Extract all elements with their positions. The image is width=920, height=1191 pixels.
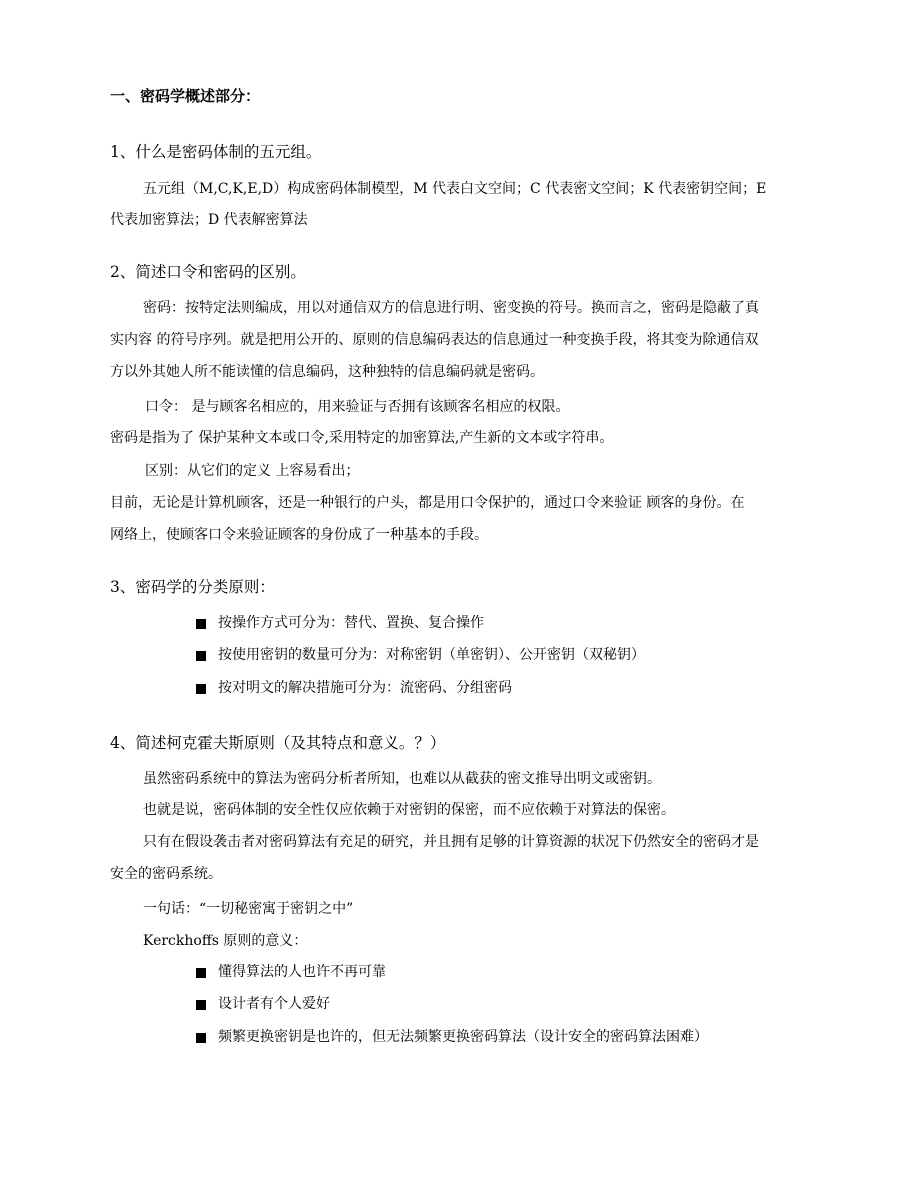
q2-paragraph-line: 网络上，使顾客口令来验证顾客的身份成了一种基本的手段。 [110, 527, 488, 543]
q4-bullet-item: 设计者有个人爱好 [218, 996, 330, 1012]
q3-bullet-item: 按操作方式可分为：替代、置换、复合操作 [218, 615, 484, 631]
q2-paragraph-line: 密码是指为了 保护某种文本或口令,采用特定的加密算法,产生新的文本或字符串。 [110, 430, 614, 446]
square-bullet-icon [196, 1033, 206, 1043]
q4-paragraph-line: 虽然密码系统中的算法为密码分析者所知，也难以从截获的密文推导出明文或密钥。 [143, 771, 661, 787]
square-bullet-icon [196, 684, 206, 694]
q1-paragraph-line: 五元组（M,C,K,E,D）构成密码体制模型，M 代表白文空间；C 代表密文空间；K 代表密钥空间；E [143, 181, 767, 197]
square-bullet-icon [196, 968, 206, 978]
q2-paragraph-line: 实内容 的符号序列。就是把用公开的、原则的信息编码表达的信息通过一种变换手段，将其变为除通信双 [110, 332, 759, 348]
q1-paragraph-line: 代表加密算法；D 代表解密算法 [110, 212, 308, 228]
question-4-heading: 4、简述柯克霍夫斯原则（及其特点和意义。？） [110, 734, 446, 752]
question-3-heading: 3、密码学的分类原则： [110, 578, 275, 596]
q4-quote-line: 一句话：“一切秘密寓于密钥之中” [143, 901, 354, 917]
q4-paragraph-line: 只有在假设袭击者对密码算法有充足的研究，并且拥有足够的计算资源的状况下仍然安全的密码才是 [143, 834, 759, 850]
q2-paragraph-line: 密码：按特定法则编成，用以对通信双方的信息进行明、密变换的符号。换而言之，密码是隐蔽了真 [143, 300, 759, 316]
q4-bullet-item: 懂得算法的人也许不再可靠 [218, 964, 386, 980]
q2-paragraph-line: 区别：从它们的定义 上容易看出； [145, 463, 360, 479]
q3-bullet-item: 按使用密钥的数量可分为：对称密钥（单密钥）、公开密钥（双秘钥） [218, 647, 645, 663]
q2-paragraph-line: 口令： 是与顾客名相应的，用来验证与否拥有该顾客名相应的权限。 [145, 399, 570, 415]
square-bullet-icon [196, 651, 206, 661]
question-1-heading: 1、什么是密码体制的五元组。 [110, 143, 322, 161]
q2-paragraph-line: 目前，无论是计算机顾客，还是一种银行的户头，都是用口令保护的，通过口令来验证 顾客的身份。在 [110, 495, 745, 511]
square-bullet-icon [196, 1000, 206, 1010]
question-2-heading: 2、简述口令和密码的区别。 [110, 263, 306, 281]
q4-bullet-item: 频繁更换密钥是也许的，但无法频繁更换密码算法（设计安全的密码算法困难） [218, 1029, 708, 1045]
q4-paragraph-line: 也就是说，密码体制的安全性仅应依赖于对密钥的保密，而不应依赖于对算法的保密。 [143, 802, 675, 818]
q4-paragraph-line: 安全的密码系统。 [110, 866, 222, 882]
q3-bullet-item: 按对明文的解决措施可分为：流密码、分组密码 [218, 680, 512, 696]
q2-paragraph-line: 方以外其她人所不能读懂的信息编码，这种独特的信息编码就是密码。 [110, 364, 544, 380]
section-title: 一、密码学概述部分： [110, 87, 261, 105]
square-bullet-icon [196, 619, 206, 629]
q4-paragraph-line: Kerckhoffs 原则的意义： [143, 933, 308, 949]
